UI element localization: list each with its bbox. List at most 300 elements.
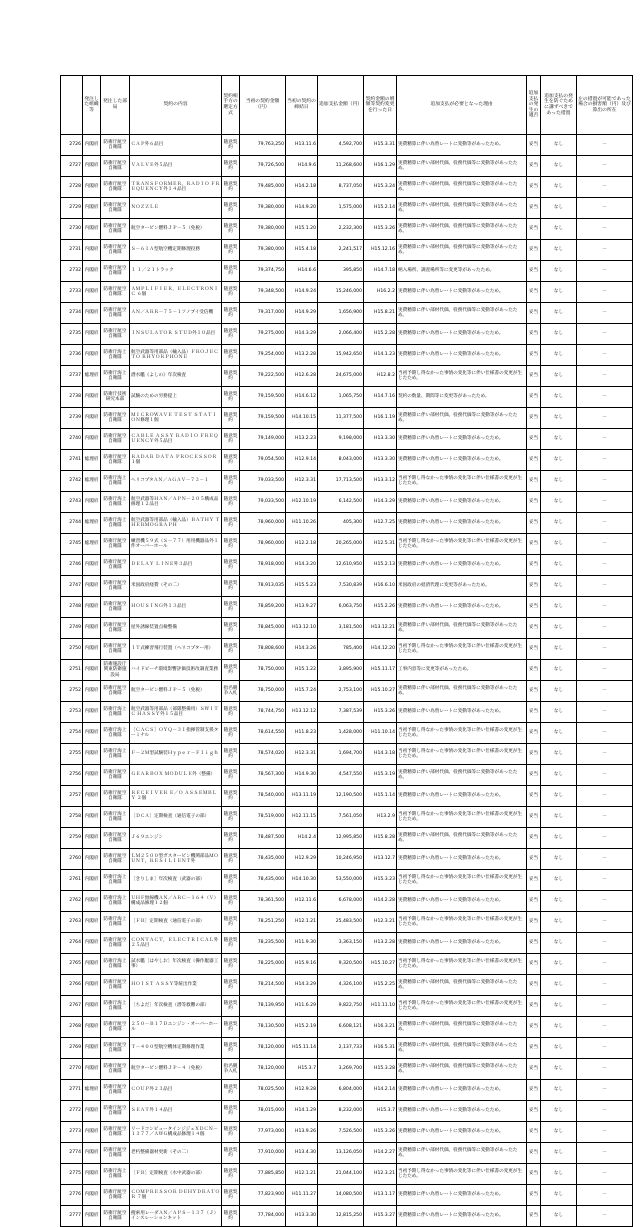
contract-content: 米国政府経費（その二） [130,576,222,597]
ordering-department: 防衛庁海上自衛隊 [101,702,130,723]
additional-payment-reason: 実費精算に伴い為替レートに変動等があったため。 [397,555,527,576]
selection-method: 随意契約 [222,177,240,198]
contract-change-date: H15.3.26 [364,1122,397,1143]
header-row [61,76,633,135]
additional-payment-reason: 実費精算に伴い部材代価、役務代価等に変動等があったため。 [397,240,527,261]
selection-method: 随意契約 [222,261,240,282]
preventive-measure: なし [541,324,577,345]
table-row [61,450,633,471]
damage-amount: － [577,429,633,450]
table-row [61,198,633,219]
ordering-organization: 内閣府 [83,681,101,702]
row-number: 2754 [61,723,83,744]
contract-change-date: H16.6.10 [364,576,397,597]
additional-payment-amount: 1,656,900 [318,303,364,324]
ordering-organization: 内閣府 [83,933,101,954]
payment-validity: 妥当 [527,387,541,408]
contract-change-date: H16.5.31 [364,1038,397,1059]
contract-change-date: H15.3.7 [364,1101,397,1122]
initial-contract-date: H11.9.30 [286,933,318,954]
damage-amount: － [577,513,633,534]
ordering-department: 防衛庁航空自衛隊 [101,303,130,324]
selection-method: 随意契約 [222,1038,240,1059]
initial-contract-date: H15.9.16 [286,954,318,975]
initial-contract-amount: 78,614,550 [240,723,286,744]
initial-contract-date: H15.7.24 [286,681,318,702]
table-row [61,1080,633,1101]
row-number: 2736 [61,345,83,366]
ordering-organization: 内閣府 [83,849,101,870]
table-row [61,618,633,639]
additional-payment-reason: 当初予期し得なかった事情の変化等に伴い仕様書の変更が生じたため。 [397,1164,527,1185]
ordering-organization: 総理府 [83,534,101,555]
ordering-department: 防衛庁航空自衛隊 [101,177,130,198]
initial-contract-date: H12.11.15 [286,807,318,828]
contract-content: 捜索用レーダＡＮ／ＡＰＳ－１３７（Ｊ）インスレーションキット [130,1206,222,1227]
ordering-organization: 総理府 [83,366,101,387]
ordering-department: 防衛庁航空自衛隊 [101,576,130,597]
table-row [61,1164,633,1185]
contract-change-date: H16.1.29 [364,156,397,177]
selection-method: 随意契約 [222,513,240,534]
payment-validity: 妥当 [527,240,541,261]
ordering-organization: 総理府 [83,513,101,534]
ordering-organization: 内閣府 [83,786,101,807]
initial-contract-date: H12.3.31 [286,471,318,492]
selection-method: 随意契約 [222,870,240,891]
additional-payment-amount: 7,387,539 [318,702,364,723]
additional-payment-amount: 7,561,050 [318,807,364,828]
payment-validity: 妥当 [527,177,541,198]
contract-change-date: H13.12.21 [364,618,397,639]
row-number: 2735 [61,324,83,345]
table-row [61,744,633,765]
contract-content: ＡＮ／ＡＲＲ－７５－１ソノブイ受信機 [130,303,222,324]
initial-contract-amount: 79,254,000 [240,345,286,366]
ordering-department: 防衛庁航空自衛隊 [101,1143,130,1164]
ordering-department: 防衛庁航空自衛隊 [101,198,130,219]
additional-payment-amount: 12,815,250 [318,1206,364,1227]
ordering-organization: 内閣府 [83,492,101,513]
additional-payment-reason: 実費精算に伴い部材代価、役務代価等に変動等があったため。 [397,681,527,702]
payment-validity: 妥当 [527,282,541,303]
preventive-measure: なし [541,219,577,240]
additional-payment-reason: 実費精算に伴い為替レートに変動等があったため。 [397,1101,527,1122]
preventive-measure: なし [541,1164,577,1185]
initial-contract-amount: 77,910,000 [240,1143,286,1164]
selection-method: 随意契約 [222,156,240,177]
row-number: 2739 [61,408,83,429]
additional-payment-amount: 15,246,000 [318,282,364,303]
row-number: 2747 [61,576,83,597]
selection-method: 随意契約 [222,1122,240,1143]
additional-payment-reason: 実費精算に伴い為替レートに変動等があったため。 [397,282,527,303]
contract-content: 試水艦［はやしお］年次検査（操作艇器工事） [130,954,222,975]
initial-contract-amount: 79,054,500 [240,450,286,471]
table-row [61,1101,633,1122]
header-reason: 追加支払が必要となった理由 [397,76,527,135]
initial-contract-amount: 78,519,000 [240,807,286,828]
additional-payment-reason: 工事内容等に変更等があったため。 [397,660,527,681]
table-row [61,513,633,534]
additional-payment-amount: 9,822,750 [318,996,364,1017]
initial-contract-amount: 78,015,000 [240,1101,286,1122]
ordering-organization: 内閣府 [83,912,101,933]
preventive-measure: なし [541,786,577,807]
damage-amount: － [577,891,633,912]
row-number: 2756 [61,765,83,786]
contract-change-date: H15.10.27 [364,954,397,975]
initial-contract-date: H14.9.6 [286,156,318,177]
table-row [61,408,633,429]
initial-contract-amount: 78,750,000 [240,681,286,702]
initial-contract-date: H12.6.28 [286,366,318,387]
preventive-measure: なし [541,1080,577,1101]
initial-contract-amount: 78,845,000 [240,618,286,639]
damage-amount: － [577,198,633,219]
preventive-measure: なし [541,1122,577,1143]
table-row [61,1038,633,1059]
table-row [61,597,633,618]
ordering-department: 防衛庁海上自衛隊 [101,954,130,975]
selection-method: 随意契約 [222,597,240,618]
payment-validity: 妥当 [527,345,541,366]
damage-amount: － [577,219,633,240]
header-damage-amount: 左の措置が可能であった場合の損害額（円）及び算出の所在 [577,76,633,135]
initial-contract-date: H13.12.10 [286,618,318,639]
initial-contract-amount: 77,823,900 [240,1185,286,1206]
additional-payment-reason: 実費精算に伴い為替レートに変動等があったため。 [397,933,527,954]
additional-payment-reason: 実費精算に伴い為替レートに変動等があったため。 [397,492,527,513]
selection-method: 随意契約 [222,534,240,555]
row-number: 2771 [61,1080,83,1101]
table-row [61,576,633,597]
payment-validity: 妥当 [527,1080,541,1101]
contract-content: Ｓ－６１Ａ型航空機定期修理役務 [130,240,222,261]
additional-payment-amount: 20,265,000 [318,534,364,555]
selection-method: 随意契約 [222,1164,240,1185]
payment-validity: 妥当 [527,135,541,156]
payment-validity: 妥当 [527,198,541,219]
initial-contract-amount: 77,784,000 [240,1206,286,1227]
row-number: 2727 [61,156,83,177]
contract-content: Ｆ－２Ｍ型試験装Ｈｙｐｅｒ－Ｆｌｉｇｈ [130,744,222,765]
payment-validity: 妥当 [527,576,541,597]
contract-content: ＮＯＺＺＬＥ [130,198,222,219]
preventive-measure: なし [541,1038,577,1059]
additional-payment-reason: 当初予期し得なかった事情の変化等に伴い仕様書の変更が生じたため。 [397,996,527,1017]
additional-payment-amount: 11,268,600 [318,156,364,177]
initial-contract-amount: 79,726,500 [240,156,286,177]
ordering-department: 防衛庁航空自衛隊 [101,1038,130,1059]
ordering-organization: 内閣府 [83,618,101,639]
contract-change-date: H13.2.9 [364,807,397,828]
additional-payment-amount: 2,232,300 [318,219,364,240]
initial-contract-date: H14.3.20 [286,555,318,576]
contract-change-date: H15.3.28 [364,1059,397,1080]
contract-change-date: H15.3.26 [364,702,397,723]
row-number: 2744 [61,513,83,534]
table-row [61,324,633,345]
ordering-organization: 内閣府 [83,1059,101,1080]
contract-change-date: H12.3.21 [364,1164,397,1185]
row-number: 2741 [61,450,83,471]
additional-payment-reason: 実費精算に伴い為替レートに変動等があったため。 [397,135,527,156]
table-row [61,492,633,513]
damage-amount: － [577,345,633,366]
row-number: 2773 [61,1122,83,1143]
additional-payment-amount: 3,181,500 [318,618,364,639]
additional-payment-amount: 8,232,000 [318,1101,364,1122]
preventive-measure: なし [541,681,577,702]
damage-amount: － [577,996,633,1017]
additional-payment-reason: 実費精算に伴い為替レートに変動等があったため。 [397,1080,527,1101]
initial-contract-amount: 79,380,000 [240,219,286,240]
ordering-organization: 内閣府 [83,555,101,576]
ordering-organization: 内閣府 [83,1164,101,1185]
selection-method: 随意契約 [222,345,240,366]
payment-validity: 妥当 [527,1185,541,1206]
preventive-measure: なし [541,1206,577,1227]
contract-content: ＨＯＵＳＩＮＧ外１３品目 [130,597,222,618]
row-number: 2742 [61,471,83,492]
contract-content: ハイドピーチ環境影響評価技術改調査業務 [130,660,222,681]
contract-change-date: H13.3.30 [364,429,397,450]
payment-validity: 妥当 [527,1206,541,1227]
damage-amount: － [577,1206,633,1227]
payment-validity: 妥当 [527,597,541,618]
damage-amount: － [577,702,633,723]
initial-contract-amount: 78,130,500 [240,1017,286,1038]
additional-payment-reason: 契約の数量、期間等に変更等があったため。 [397,387,527,408]
initial-contract-date: H14.6.12 [286,387,318,408]
damage-amount: － [577,1059,633,1080]
ordering-organization: 内閣府 [83,639,101,660]
contract-change-date: H13.3.30 [364,450,397,471]
payment-validity: 妥当 [527,912,541,933]
damage-amount: － [577,597,633,618]
table-row [61,1017,633,1038]
contract-content: ＣＯＵＰ外２３品目 [130,1080,222,1101]
ordering-organization: 総理府 [83,1080,101,1101]
damage-amount: － [577,870,633,891]
initial-contract-amount: 78,750,000 [240,660,286,681]
damage-amount: － [577,177,633,198]
contract-change-date: H16.3.21 [364,1017,397,1038]
ordering-department: 防衛施設庁関東防衛施設局 [101,660,130,681]
header-organization: 発注した組織等 [83,76,101,135]
contract-change-date: H15.12.16 [364,240,397,261]
additional-payment-amount: 4,592,700 [318,135,364,156]
contract-content: ［ＤＣＡ］定期検査（通信電子の部） [130,807,222,828]
preventive-measure: なし [541,282,577,303]
row-number: 2764 [61,933,83,954]
payment-validity: 妥当 [527,1122,541,1143]
contract-content: ＣＯＭＰＲＥＳＳＯＲ ＤＥＨＹＤＲＡＴＯＲ ７個 [130,1185,222,1206]
table-row [61,807,633,828]
damage-amount: － [577,681,633,702]
contract-content: 試験のための労務提上 [130,387,222,408]
additional-payment-amount: 6,804,000 [318,1080,364,1101]
contract-change-date: H13.12.7 [364,849,397,870]
ordering-department: 防衛庁航空自衛隊 [101,1059,130,1080]
initial-contract-date: H14.9.20 [286,198,318,219]
damage-amount: － [577,933,633,954]
initial-contract-amount: 78,913,035 [240,576,286,597]
preventive-measure: なし [541,555,577,576]
contract-content: ２５０－Ｂ１７Ｄエンジン・オーバーホール [130,1017,222,1038]
ordering-department: 防衛庁航空自衛隊 [101,1017,130,1038]
contract-content: ＴＲＡＮＳＦＯＲＭＥＲ，ＲＡＤＩＯ ＦＲＥＱＵＥＮＣＹ外１４品目 [130,177,222,198]
preventive-measure: なし [541,702,577,723]
row-number: 2750 [61,639,83,660]
contract-content: 航空武器等用部品（部隊整備用）ＳＷＩＴＣ ＨＡＳＳＹ外１５品目 [130,702,222,723]
additional-payment-reason: 実費精算に伴い部材代価、役務代価等に変動等があったため。 [397,1017,527,1038]
additional-payment-reason: 実費精算に伴い部材代価、役務代価等に変動等があったため。 [397,303,527,324]
damage-amount: － [577,828,633,849]
additional-payment-reason: 実費精算に伴い為替レートに変動等があったため。 [397,1206,527,1227]
additional-payment-amount: 6,142,500 [318,492,364,513]
table-row [61,681,633,702]
initial-contract-date: H15.5.23 [286,576,318,597]
row-number: 2755 [61,744,83,765]
ordering-department: 防衛庁航空自衛隊 [101,828,130,849]
contract-content: ＤＥＬＡＹ ＬＩＮＥ外３品目 [130,555,222,576]
initial-contract-amount: 78,918,000 [240,555,286,576]
table-row [61,828,633,849]
table-row [61,639,633,660]
table-row [61,366,633,387]
contract-change-date: H15.11.17 [364,660,397,681]
row-number: 2759 [61,828,83,849]
payment-validity: 妥当 [527,828,541,849]
initial-contract-amount: 78,540,000 [240,786,286,807]
ordering-department: 防衛庁航空自衛隊 [101,429,130,450]
row-number: 2767 [61,996,83,1017]
row-number: 2743 [61,492,83,513]
initial-contract-date: H15.11.14 [286,1038,318,1059]
damage-amount: － [577,765,633,786]
additional-payment-reason: 当初予期し得なかった事情の変化等に伴い仕様書の変更が生じたため。 [397,912,527,933]
additional-payment-amount: 2,753,100 [318,681,364,702]
additional-payment-amount: 2,241,517 [318,240,364,261]
additional-payment-amount: 12,995,850 [318,828,364,849]
preventive-measure: なし [541,765,577,786]
preventive-measure: なし [541,849,577,870]
row-number: 2762 [61,891,83,912]
initial-contract-date: H14.3.29 [286,324,318,345]
row-number: 2731 [61,240,83,261]
row-number: 2751 [61,660,83,681]
additional-payment-amount: 11,377,500 [318,408,364,429]
selection-method: 随意契約 [222,618,240,639]
contract-content: 潜水艦《よしの》年次検査 [130,366,222,387]
selection-method: 随意契約 [222,303,240,324]
contract-content: Ｊ６９エンジン [130,828,222,849]
payment-validity: 妥当 [527,1101,541,1122]
additional-payment-reason: 当初予期し得なかった事情の変化等に伴い仕様書の変更が生じたため。 [397,639,527,660]
selection-method: 随意契約 [222,408,240,429]
additional-payment-amount: 8,043,000 [318,450,364,471]
initial-contract-date: H11.10.26 [286,513,318,534]
contract-change-date: H14.7.18 [364,261,397,282]
contract-content: ＲＡＤＡＲ ＤＡＴＡ ＰＲＯＣＥＳＳＯＲ １個 [130,450,222,471]
initial-contract-amount: 79,317,000 [240,303,286,324]
additional-payment-reason: 実費精算に伴い為替レートに変動等があったため。 [397,1122,527,1143]
table-row [61,1122,633,1143]
selection-method: 随意契約 [222,240,240,261]
table-row [61,240,633,261]
damage-amount: － [577,240,633,261]
ordering-department: 防衛庁海上自衛隊 [101,471,130,492]
contract-content: 屋外誘線装置点検整備 [130,618,222,639]
contract-content: ［ＦＢ］定期検査（通信電子の部） [130,912,222,933]
damage-amount: － [577,1122,633,1143]
payment-validity: 妥当 [527,513,541,534]
payment-validity: 妥当 [527,660,541,681]
damage-amount: － [577,849,633,870]
selection-method: 随意契約 [222,786,240,807]
initial-contract-amount: 79,275,000 [240,324,286,345]
ordering-organization: 内閣府 [83,345,101,366]
damage-amount: － [577,324,633,345]
ordering-department: 防衛庁航空自衛隊 [101,786,130,807]
row-number: 2765 [61,954,83,975]
selection-method: 随意契約 [222,723,240,744]
ordering-organization: 内閣府 [83,744,101,765]
contract-content: ［ちよだ］年次検査（潜等救難の部） [130,996,222,1017]
damage-amount: － [577,954,633,975]
contract-content: ＣＯＮＴＡＣＴ，ＥＬＥＣＴＲＩＣＡＬ外２５品目 [130,933,222,954]
ordering-organization: 内閣府 [83,597,101,618]
contract-change-date: H14.3.18 [364,744,397,765]
initial-contract-amount: 78,960,000 [240,534,286,555]
damage-amount: － [577,261,633,282]
ordering-organization: 内閣府 [83,282,101,303]
selection-method: 随意契約 [222,954,240,975]
initial-contract-date: H13.12.12 [286,702,318,723]
row-number: 2769 [61,1038,83,1059]
table-row [61,912,633,933]
additional-payment-amount: 53,550,000 [318,870,364,891]
damage-amount: － [577,1101,633,1122]
preventive-measure: なし [541,471,577,492]
additional-payment-reason: 実費精算に伴い部材代価、役務代価等に変動等があったため。 [397,408,527,429]
additional-payment-amount: 1,575,000 [318,198,364,219]
additional-payment-reason: 実費精算に伴い為替レートに変動等があったため。 [397,702,527,723]
row-number: 2768 [61,1017,83,1038]
contract-change-date: H14.2.27 [364,1143,397,1164]
additional-payment-amount: 3,895,900 [318,660,364,681]
initial-contract-date: H14.10.15 [286,408,318,429]
ordering-department: 防衛庁航空自衛隊 [101,681,130,702]
preventive-measure: なし [541,387,577,408]
ordering-department: 防衛庁海上自衛隊 [101,807,130,828]
payment-validity: 妥当 [527,261,541,282]
contract-change-date: H15.2.26 [364,597,397,618]
table-row [61,156,633,177]
contract-content: 航空武器等ＨＡＮ／ＡＰＮ－２０５構成品修理１２品目 [130,492,222,513]
damage-amount: － [577,618,633,639]
additional-payment-reason: 実費精算に伴い部材代価、役務代価等に変動等があったため。 [397,828,527,849]
contract-content: ＩＴ式練習飛行装置（ヘリコプター用） [130,639,222,660]
contract-content: Ｔ－４００型航空機体定期修理作業 [130,1038,222,1059]
contract-content: ［ＦＢ］定期検査（水中武器の部） [130,1164,222,1185]
ordering-organization: 内閣府 [83,177,101,198]
row-number: 2777 [61,1206,83,1227]
ordering-department: 防衛庁航空自衛隊 [101,849,130,870]
table-row [61,135,633,156]
